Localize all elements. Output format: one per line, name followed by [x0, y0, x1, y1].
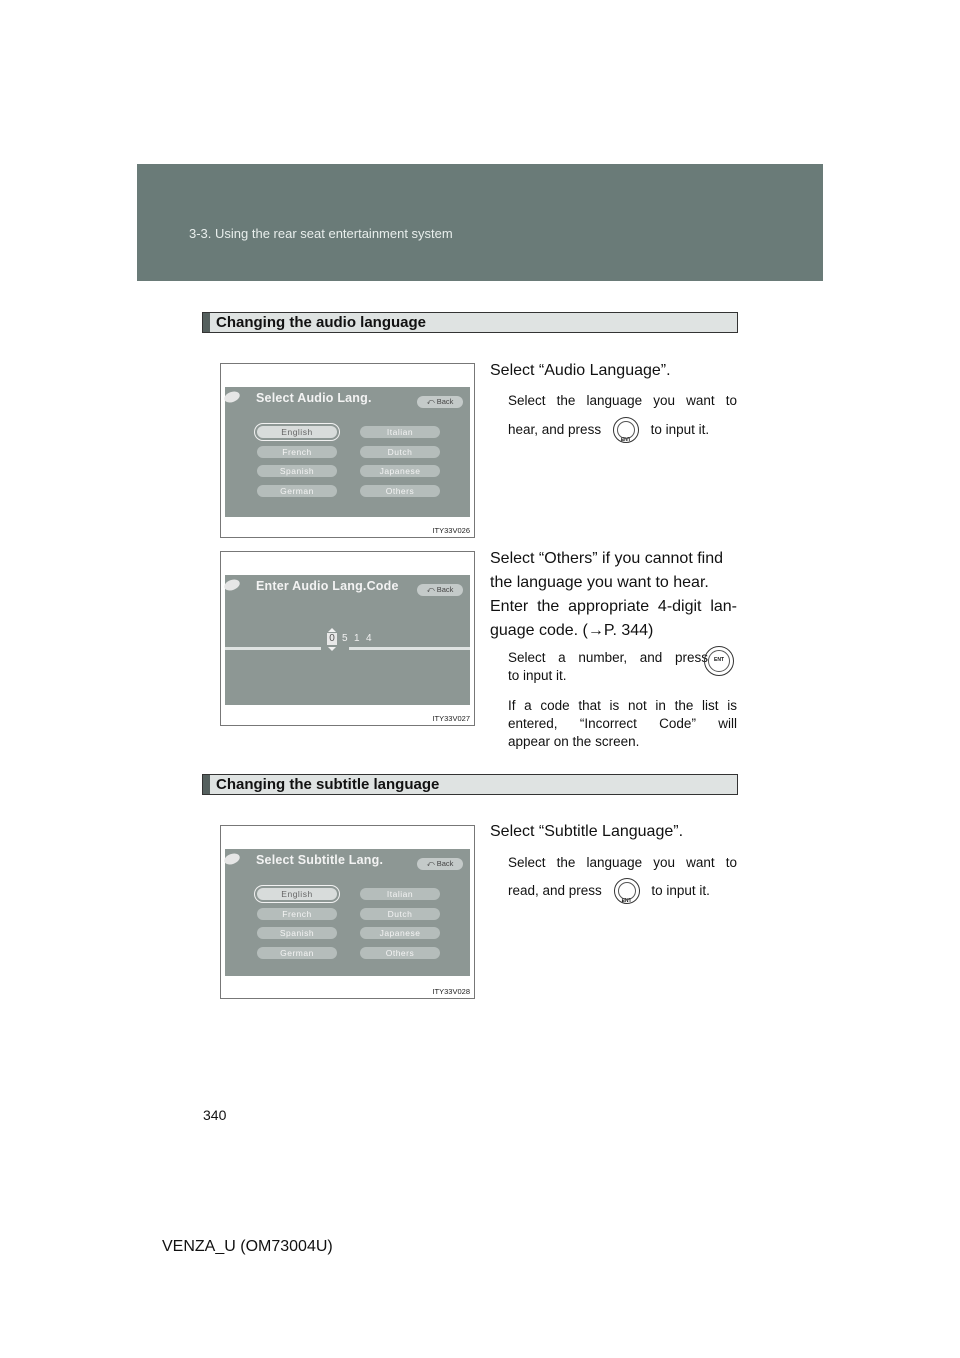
screen-enter-audio-lang-code [225, 575, 470, 705]
section-heading-subtitle [202, 774, 738, 795]
step-text: Select “Subtitle Language”. [490, 823, 684, 840]
lang-button-french[interactable]: French [257, 446, 337, 458]
heading-accent [203, 775, 210, 794]
screen-title: Select Audio Lang. [256, 391, 372, 405]
lang-button-dutch[interactable]: Dutch [360, 908, 440, 920]
divider-line-left [225, 647, 321, 650]
note-line: If a code that is not in the list is [508, 698, 737, 713]
figure-audio-lang [220, 363, 475, 538]
step-text-line: guage code. (→P. 344) [490, 622, 654, 639]
lang-button-english[interactable]: English [257, 426, 337, 438]
screen-select-audio-lang [225, 387, 470, 517]
screen-title: Select Subtitle Lang. [256, 853, 384, 867]
figure-audio-lang-code [220, 551, 475, 726]
lang-button-french[interactable]: French [257, 908, 337, 920]
digit: 1 [354, 633, 360, 644]
figure-code: ITY33V028 [432, 987, 470, 996]
step-text: Select “Audio Language”. [490, 362, 671, 379]
step-text-line: the language you want to hear. [490, 574, 709, 591]
divider-line-right [349, 647, 470, 650]
digit-down-arrow-icon[interactable] [328, 647, 336, 651]
note-line: Select the language you want to [508, 855, 737, 870]
digit: 4 [366, 633, 372, 644]
back-button[interactable]: ⤺ Back [417, 584, 463, 596]
note-line-ent: read, and press ENT to input it. [508, 877, 737, 905]
lang-button-japanese[interactable]: Japanese [360, 927, 440, 939]
chapter-header [137, 164, 823, 281]
disc-icon [223, 578, 241, 593]
disc-icon [223, 390, 241, 405]
step-text-line: Enter the appropriate 4-digit lan- [490, 598, 737, 615]
note-line: appear on the screen. [508, 734, 640, 749]
heading-accent [203, 313, 210, 332]
section-heading-audio [202, 312, 738, 333]
heading-text: Changing the audio language [216, 314, 426, 331]
lang-button-german[interactable]: German [257, 947, 337, 959]
step-text-line: Select “Others” if you cannot find [490, 550, 723, 567]
ent-button-icon: ENT [614, 878, 640, 904]
lang-button-dutch[interactable]: Dutch [360, 446, 440, 458]
lang-button-english[interactable]: English [257, 888, 337, 900]
lang-button-others[interactable]: Others [360, 947, 440, 959]
note-line: Select the language you want to [508, 393, 737, 408]
figure-code: ITY33V027 [432, 714, 470, 723]
lang-button-german[interactable]: German [257, 485, 337, 497]
digit-selected[interactable]: 0 [327, 633, 337, 645]
lang-button-spanish[interactable]: Spanish [257, 465, 337, 477]
screen-select-subtitle-lang [225, 849, 470, 976]
ent-button-icon: ENT [613, 417, 639, 443]
figure-subtitle-lang [220, 825, 475, 999]
lang-button-spanish[interactable]: Spanish [257, 927, 337, 939]
back-button[interactable]: ⤺ Back [417, 858, 463, 870]
breadcrumb: 3-3. Using the rear seat entertainment system [189, 226, 453, 241]
page-number: 340 [203, 1107, 227, 1123]
note-line: entered, “Incorrect Code” will [508, 716, 737, 731]
heading-text: Changing the subtitle language [216, 776, 440, 793]
lang-button-others[interactable]: Others [360, 485, 440, 497]
figure-code: ITY33V026 [432, 526, 470, 535]
lang-button-japanese[interactable]: Japanese [360, 465, 440, 477]
footer-model-code: VENZA_U (OM73004U) [162, 1238, 333, 1255]
disc-icon [223, 852, 241, 867]
note-line: to input it. [508, 668, 567, 683]
note-line: Select a number, and press [508, 650, 708, 665]
lang-button-italian[interactable]: Italian [360, 426, 440, 438]
screen-title: Enter Audio Lang.Code [256, 579, 399, 593]
ent-button-icon: ENT [704, 646, 734, 676]
back-button[interactable]: ⤺ Back [417, 396, 463, 408]
lang-button-italian[interactable]: Italian [360, 888, 440, 900]
digit-up-arrow-icon[interactable] [328, 628, 336, 632]
digit: 5 [342, 633, 348, 644]
note-line-ent: hear, and press ENT to input it. [508, 416, 737, 444]
